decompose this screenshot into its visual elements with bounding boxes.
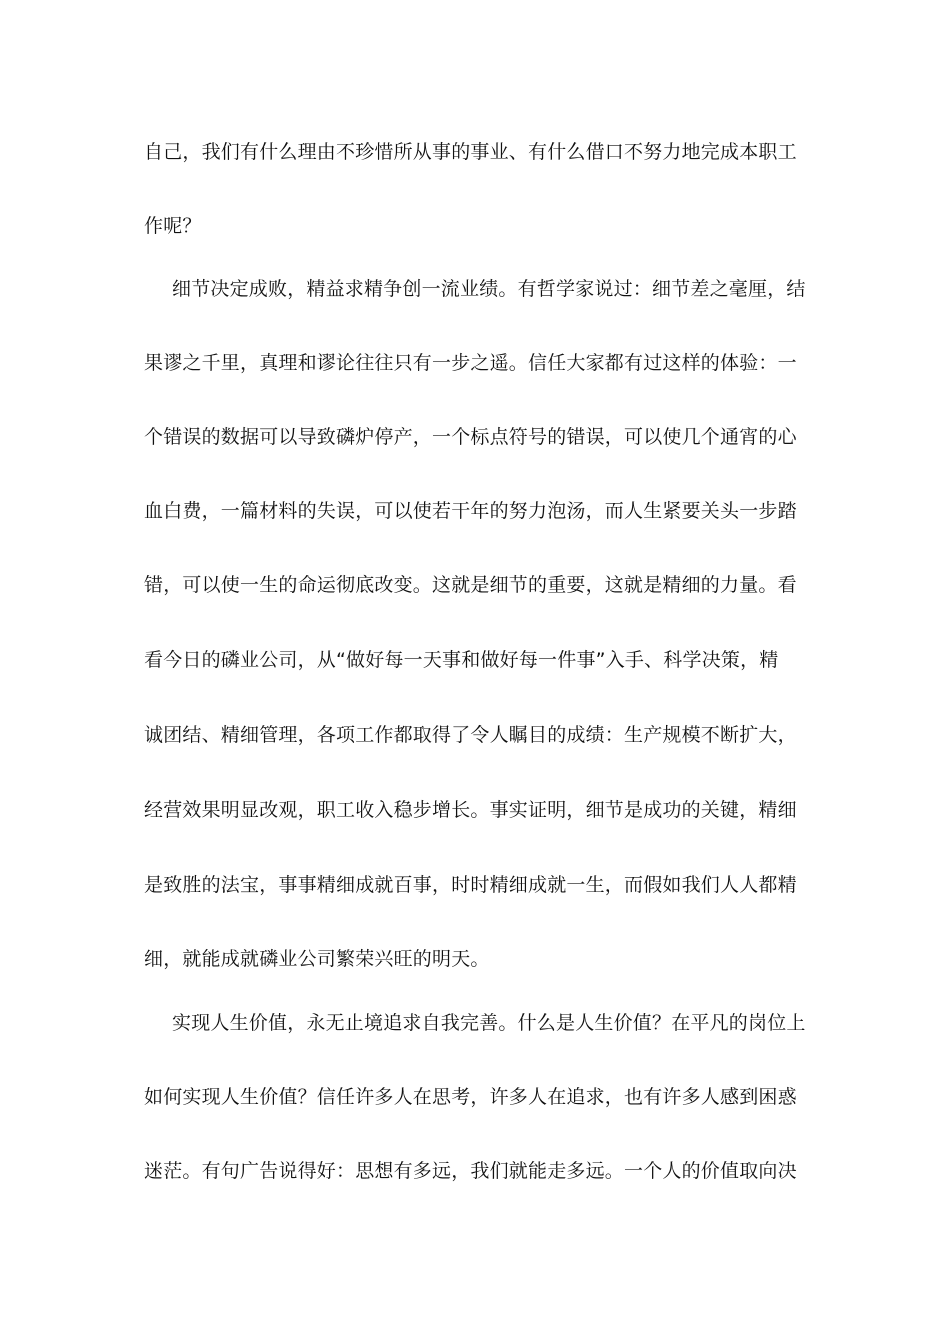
text-line: 错，可以使一生的命运彻底改变。这就是细节的重要，这就是精细的力量。看: [144, 574, 797, 596]
text-line: 看今日的磷业公司，从“做好每一天事和做好每一件事”入手、科学决策，精: [144, 649, 779, 671]
text-line: 细，就能成就磷业公司繁荣兴旺的明天。: [144, 948, 490, 970]
text-line: 迷茫。有句广告说得好：思想有多远，我们就能走多远。一个人的价值取向决: [144, 1160, 797, 1182]
paragraph-first-line: 细节决定成败，精益求精争创一流业绩。有哲学家说过：细节差之毫厘，结: [172, 278, 806, 300]
text-line: 血白费，一篇材料的失误，可以使若干年的努力泡汤，而人生紧要关头一步踏: [144, 500, 797, 522]
text-line: 个错误的数据可以导致磷炉停产，一个标点符号的错误，可以使几个通宵的心: [144, 426, 797, 448]
text-line: 诚团结、精细管理，各项工作都取得了令人瞩目的成绩：生产规模不断扩大，: [144, 724, 797, 746]
text-line: 经营效果明显改观，职工收入稳步增长。事实证明，细节是成功的关键，精细: [144, 799, 797, 821]
text-line: 如何实现人生价值？信任许多人在思考，许多人在追求，也有许多人感到困惑: [144, 1086, 797, 1108]
paragraph-first-line: 实现人生价值，永无止境追求自我完善。什么是人生价值？在平凡的岗位上: [172, 1012, 806, 1034]
text-line: 是致胜的法宝，事事精细成就百事，时时精细成就一生，而假如我们人人都精: [144, 874, 797, 896]
text-line: 果谬之千里，真理和谬论往往只有一步之遥。信任大家都有过这样的体验：一: [144, 352, 797, 374]
text-line: 作呢？: [144, 215, 202, 237]
text-line: 自己，我们有什么理由不珍惜所从事的事业、有什么借口不努力地完成本职工: [144, 141, 797, 163]
